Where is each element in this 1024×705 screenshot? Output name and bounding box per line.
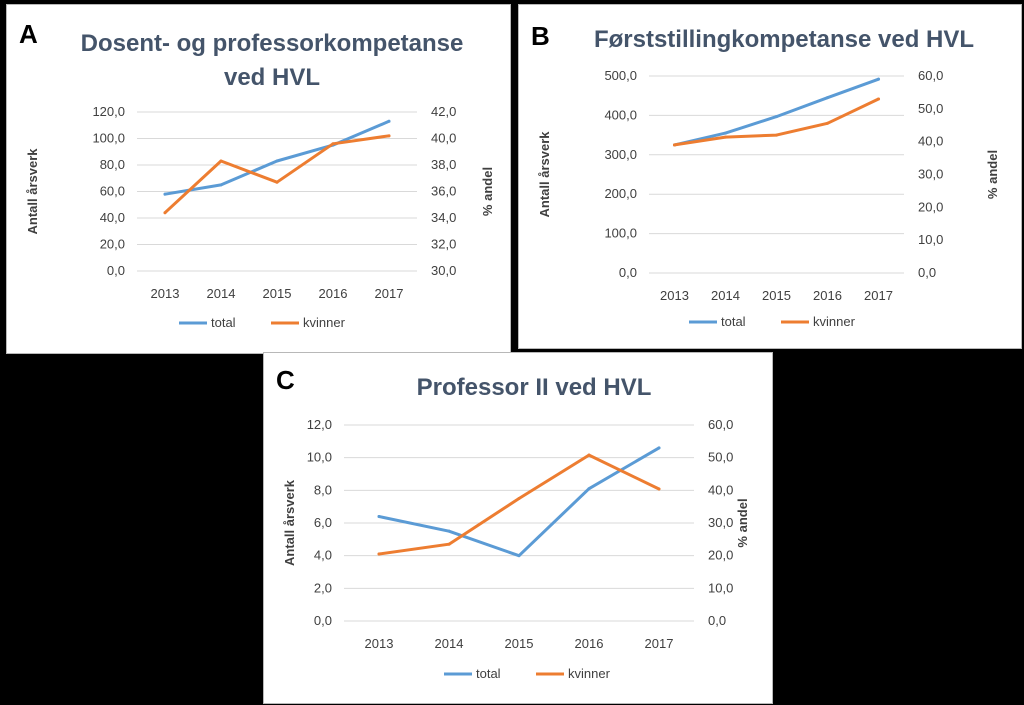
chart-b-series-total-point	[877, 78, 880, 81]
chart-c-series-kvinner-line	[379, 455, 659, 554]
chart-a-series-total-point	[164, 193, 167, 196]
chart-panel-b	[518, 4, 1022, 349]
chart-b-y2-tick-label: 40,0	[918, 133, 944, 149]
line-chart-c	[264, 353, 774, 705]
chart-a-series-total-point	[388, 120, 391, 123]
chart-a-series-kvinner-point	[276, 181, 279, 184]
chart-c-y2-tick-label: 10,0	[708, 580, 734, 596]
chart-b-y2-tick-label: 60,0	[918, 68, 944, 83]
chart-b-x-tick-label: 2015	[762, 288, 791, 303]
chart-b-y2-axis-title: % andel	[985, 149, 1000, 200]
chart-c-y-tick-label: 2,0	[313, 580, 332, 596]
chart-c-series-total-point	[658, 446, 661, 449]
chart-a-series-total-point	[276, 160, 279, 163]
chart-b-y-tick-label: 500,0	[604, 68, 637, 83]
chart-c-y-tick-label: 4,0	[313, 547, 332, 563]
chart-b-y2-tick-label: 10,0	[918, 232, 944, 248]
chart-c-y-tick-label: 0,0	[313, 613, 332, 628]
chart-b-series-total-point	[724, 132, 727, 135]
chart-c-y2-axis-title: % andel	[735, 498, 750, 548]
chart-a-y-axis-title: Antall årsverk	[25, 148, 40, 235]
chart-c-series-kvinner-point	[658, 488, 661, 491]
chart-b-legend-label-kvinner: kvinner	[813, 314, 855, 329]
chart-a-y2-tick-label: 30,0	[431, 263, 457, 278]
chart-b-y-axis-title: Antall årsverk	[537, 131, 552, 218]
chart-a-y2-tick-label: 42,0	[431, 104, 457, 119]
chart-a-series-kvinner-point	[164, 211, 167, 214]
chart-b-y2-tick-label: 50,0	[918, 100, 944, 116]
chart-b-y-tick-label: 400,0	[604, 107, 637, 123]
chart-b-x-tick-label: 2017	[864, 288, 893, 303]
chart-a-y2-tick-label: 34,0	[431, 210, 457, 225]
chart-c-y-tick-label: 10,0	[306, 449, 332, 465]
chart-c-series-kvinner-point	[588, 454, 591, 457]
chart-b-series-kvinner-point	[877, 97, 880, 100]
chart-b-y-tick-label: 300,0	[604, 146, 637, 162]
chart-b-y-tick-label: 200,0	[604, 186, 637, 202]
chart-a-y2-tick-label: 32,0	[431, 236, 457, 252]
chart-a-y-tick-label: 20,0	[99, 236, 125, 252]
chart-a-x-tick-label: 2017	[374, 286, 404, 301]
chart-title-b-line-1: Førststillingkompetanse ved HVL	[593, 26, 975, 53]
chart-c-series-kvinner-point	[518, 497, 521, 500]
chart-a-series-kvinner-point	[332, 142, 335, 145]
chart-b-series-kvinner-point	[826, 122, 829, 125]
chart-c-y2-tick-label: 60,0	[708, 417, 734, 432]
chart-b-y2-tick-label: 30,0	[918, 166, 944, 182]
chart-c-y-tick-label: 12,0	[306, 417, 332, 432]
chart-b-legend-label-total: total	[721, 314, 746, 329]
panel-letter-b: B	[531, 21, 550, 51]
chart-b-series-kvinner-point	[724, 136, 727, 139]
chart-c-y-tick-label: 8,0	[313, 482, 332, 498]
chart-panel-a	[6, 4, 511, 354]
chart-a-y-tick-label: 100,0	[92, 130, 125, 146]
chart-b-y-tick-label: 100,0	[604, 225, 637, 241]
chart-b-y2-tick-label: 0,0	[918, 265, 937, 280]
chart-c-y2-tick-label: 40,0	[708, 482, 734, 498]
chart-a-y-tick-label: 80,0	[99, 157, 125, 172]
chart-c-y-tick-label: 6,0	[313, 515, 332, 530]
chart-c-x-tick-label: 2016	[574, 636, 604, 651]
chart-a-x-tick-label: 2014	[206, 286, 236, 301]
chart-a-x-tick-label: 2015	[262, 286, 292, 301]
chart-a-y-tick-label: 0,0	[106, 263, 125, 278]
chart-c-y-axis-title: Antall årsverk	[282, 480, 297, 566]
chart-c-y2-tick-label: 30,0	[708, 515, 734, 530]
chart-a-series-total-point	[220, 183, 223, 186]
chart-c-series-total-point	[378, 515, 381, 518]
chart-b-series-kvinner-point	[775, 134, 778, 137]
chart-a-y2-tick-label: 40,0	[431, 130, 457, 146]
chart-c-series-total-point	[518, 554, 521, 557]
chart-panel-c	[263, 352, 773, 704]
line-chart-b	[519, 5, 1023, 350]
chart-b-x-tick-label: 2013	[660, 288, 689, 303]
chart-a-x-tick-label: 2013	[150, 286, 180, 301]
chart-b-x-tick-label: 2016	[813, 288, 842, 303]
chart-b-x-tick-label: 2014	[711, 288, 740, 303]
chart-b-series-total-point	[826, 96, 829, 99]
chart-c-x-tick-label: 2013	[364, 636, 394, 651]
chart-b-y2-tick-label: 20,0	[918, 199, 944, 215]
chart-c-y2-tick-label: 0,0	[708, 613, 727, 628]
chart-a-series-kvinner-point	[220, 160, 223, 163]
chart-c-x-tick-label: 2017	[644, 636, 674, 651]
chart-c-legend-label-total: total	[476, 666, 501, 681]
chart-c-x-tick-label: 2014	[434, 636, 464, 651]
chart-c-series-total-point	[448, 530, 451, 533]
chart-a-y-tick-label: 40,0	[99, 210, 125, 225]
chart-c-y2-tick-label: 50,0	[708, 449, 734, 465]
chart-c-series-kvinner-point	[448, 543, 451, 546]
chart-a-y-tick-label: 120,0	[92, 104, 125, 119]
chart-c-series-total-point	[588, 487, 591, 490]
chart-a-x-tick-label: 2016	[318, 286, 348, 301]
chart-title-a-line-1: Dosent- og professorkompetanse	[80, 30, 464, 57]
chart-a-legend-label-total: total	[211, 315, 236, 330]
chart-c-x-tick-label: 2015	[504, 636, 534, 651]
chart-a-y2-tick-label: 36,0	[431, 183, 457, 199]
panel-letter-c: C	[276, 365, 295, 395]
chart-c-y2-tick-label: 20,0	[708, 547, 734, 563]
chart-c-series-total-line	[379, 448, 659, 556]
chart-b-series-total-point	[775, 115, 778, 118]
chart-a-y2-tick-label: 38,0	[431, 157, 457, 172]
chart-a-legend-label-kvinner: kvinner	[303, 315, 345, 330]
chart-a-series-kvinner-line	[165, 136, 389, 213]
chart-a-y-tick-label: 60,0	[99, 183, 125, 199]
chart-c-legend-label-kvinner: kvinner	[568, 666, 610, 681]
line-chart-a	[7, 5, 512, 355]
chart-a-y2-axis-title: % andel	[480, 166, 495, 217]
chart-title-c-line-1: Professor II ved HVL	[416, 374, 652, 401]
chart-b-y-tick-label: 0,0	[618, 265, 637, 280]
chart-title-a-line-2: ved HVL	[223, 64, 321, 91]
chart-a-series-kvinner-point	[388, 134, 391, 137]
chart-b-series-kvinner-point	[673, 143, 676, 146]
chart-c-series-kvinner-point	[378, 553, 381, 556]
panel-letter-a: A	[19, 19, 38, 49]
